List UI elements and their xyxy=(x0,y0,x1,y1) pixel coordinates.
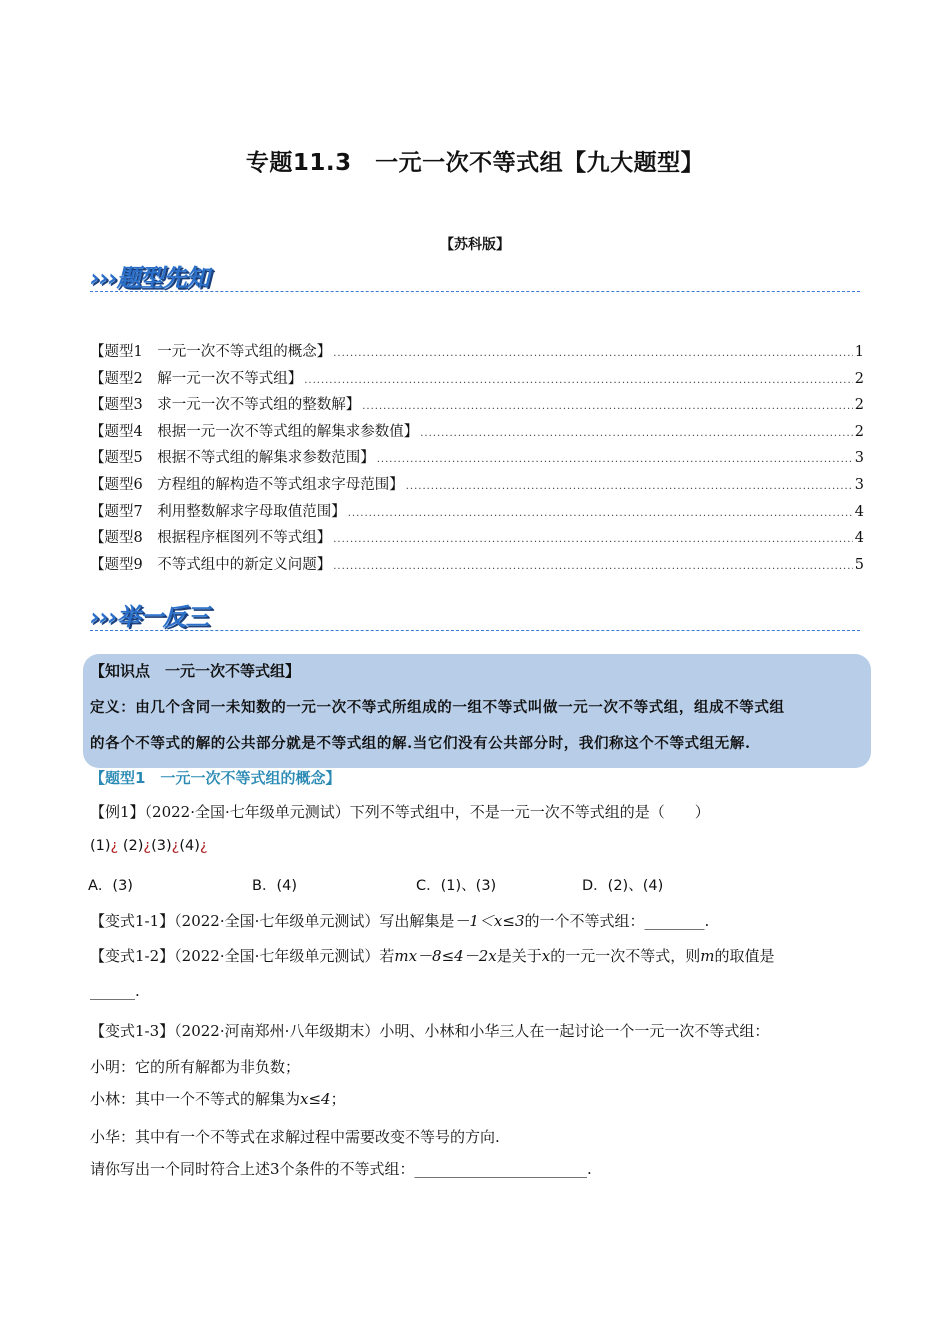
section-banner-preview xyxy=(90,258,209,292)
banner-arrows-icon: ››› xyxy=(90,603,117,631)
banner-arrows-icon: ››› xyxy=(90,264,117,292)
toc-item[interactable]: 【题型7 利用整数解求字母取值范围】 ..... 4 xyxy=(90,500,864,527)
page-title: 专题11.3 一元一次不等式组【九大题型】 xyxy=(245,150,705,176)
edition-label: 【苏科版】 xyxy=(440,237,510,253)
banner-title: 题型先知 xyxy=(116,264,209,292)
choice-b[interactable]: B．(4) xyxy=(252,878,297,894)
toc-item[interactable]: 【题型4 根据一元一次不等式组的解集求参数值】 ..... 2 xyxy=(90,420,864,447)
variant-1-3: 【变式1-3】（2022·河南郑州·八年级期末）小明、小林和小华三人在一起讨论一个一元一次不等式组： xyxy=(90,1022,770,1040)
choice-c[interactable]: C．(1)、(3) xyxy=(416,878,497,894)
xiaolin-statement: 小林：其中一个不等式的解集为x≤4； xyxy=(90,1090,346,1108)
knowledge-title: 【知识点 一元一次不等式组】 xyxy=(90,662,301,680)
choice-d[interactable]: D．(2)、(4) xyxy=(582,878,664,894)
example1-question: 【例1】（2022·全国·七年级单元测试）下列不等式组中，不是一元一次不等式组的是（ ） xyxy=(90,803,710,821)
example1-items: (1)¿ (2)¿(3)¿(4)¿ xyxy=(90,838,208,854)
toc-item[interactable]: 【题型1 一元一次不等式组的概念】 ..... 1 xyxy=(90,340,864,367)
toc-item[interactable]: 【题型5 根据不等式组的解集求参数范围】 ..... 3 xyxy=(90,446,864,473)
banner-divider xyxy=(90,630,860,631)
variant-1-2-blank: ______. xyxy=(90,982,140,1000)
definition-line: 定义：由几个含同一未知数的一元一次不等式所组成的一组不等式叫做一元一次不等式组，组成不等式组 xyxy=(90,699,785,716)
xiaohua-statement: 小华：其中有一个不等式在求解过程中需要改变不等号的方向. xyxy=(90,1128,500,1146)
toc-item[interactable]: 【题型9 不等式组中的新定义问题】 ..... 5 xyxy=(90,553,864,580)
choice-a[interactable]: A．(3) xyxy=(88,878,133,894)
banner-title: 举一反三 xyxy=(116,603,209,631)
toc-item[interactable]: 【题型2 解一元一次不等式组】 ..... 2 xyxy=(90,367,864,394)
toc-item[interactable]: 【题型8 根据程序框图列不等式组】 ..... 4 xyxy=(90,526,864,553)
question-prompt: 请你写出一个同时符合上述3个条件的不等式组：_______________________. xyxy=(90,1160,592,1178)
toc-item[interactable]: 【题型3 求一元一次不等式组的整数解】 ..... 2 xyxy=(90,393,864,420)
toc-item[interactable]: 【题型6 方程组的解构造不等式组求字母范围】 ..... 3 xyxy=(90,473,864,500)
type1-heading: 【题型1 一元一次不等式组的概念】 xyxy=(90,769,341,787)
section-banner-practice xyxy=(90,597,209,631)
xiaoming-statement: 小明：它的所有解都为非负数； xyxy=(90,1058,301,1076)
variant-1-1: 【变式1-1】（2022·全国·七年级单元测试）写出解集是－1＜x≤3的一个不等式组：________. xyxy=(90,912,710,930)
table-of-contents xyxy=(90,340,864,579)
knowledge-definition xyxy=(90,690,866,762)
definition-line: 的各个不等式的解的公共部分就是不等式组的解.当它们没有公共部分时，我们称这个不等式组无解. xyxy=(90,735,751,752)
variant-1-2: 【变式1-2】（2022·全国·七年级单元测试）若mx－8≤4－2x是关于x的一元一次不等式，则m的取值是 xyxy=(90,947,775,965)
banner-divider xyxy=(90,291,860,292)
